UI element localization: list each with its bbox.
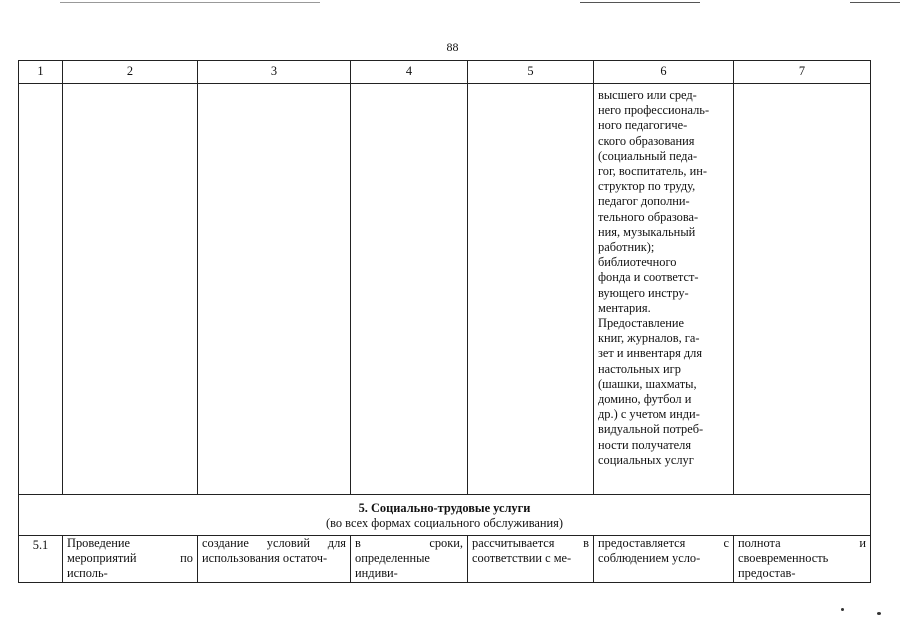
service-quality-cell: полнота и своевременность предостав- bbox=[734, 536, 871, 583]
text-line: фонда и соответст- bbox=[598, 270, 699, 285]
column-number: 3 bbox=[198, 61, 351, 84]
table-row bbox=[19, 536, 871, 583]
text-line: педагог дополни- bbox=[598, 194, 690, 209]
service-cost-cell: рассчитывается в соответствии с ме- bbox=[468, 536, 594, 583]
text-line: вующего инстру- bbox=[598, 285, 689, 300]
scan-speck bbox=[841, 608, 844, 611]
service-content-cell: создание условий для использования остаточ- bbox=[198, 536, 351, 583]
text-line: библиотечного bbox=[598, 255, 677, 270]
text-line: ния, музыкальный bbox=[598, 224, 696, 239]
text-line: работник); bbox=[598, 240, 655, 255]
table-cell bbox=[198, 84, 351, 495]
text-line: ного педагогиче- bbox=[598, 118, 688, 133]
text-line: видуальной потреб- bbox=[598, 422, 704, 437]
continuation-text-cell bbox=[594, 84, 734, 495]
service-term-cell: в сроки, определенные индиви- bbox=[351, 536, 468, 583]
scan-artifact-line bbox=[580, 2, 700, 3]
continuation-row bbox=[19, 84, 871, 495]
table-cell bbox=[351, 84, 468, 495]
service-conditions-cell: предоставляется с соблюдением усло- bbox=[594, 536, 734, 583]
section-header-row bbox=[19, 495, 871, 536]
scan-artifact-line bbox=[850, 2, 900, 3]
text-line: него профессиональ- bbox=[598, 103, 710, 118]
column-number: 4 bbox=[351, 61, 468, 84]
text-line: ментария. bbox=[598, 300, 651, 315]
section-heading-cell bbox=[19, 495, 871, 536]
table-cell bbox=[19, 84, 63, 495]
table-cell bbox=[63, 84, 198, 495]
services-table bbox=[18, 60, 871, 583]
text-line: тельного образова- bbox=[598, 209, 699, 224]
text-line: высшего или сред- bbox=[598, 88, 697, 102]
column-number: 7 bbox=[734, 61, 871, 84]
text-line: ности получателя bbox=[598, 437, 692, 452]
text-line: др.) с учетом инди- bbox=[598, 407, 700, 422]
service-name-cell: Проведение мероприятий по исполь- bbox=[63, 536, 198, 583]
text-line: зет и инвентаря для bbox=[598, 346, 703, 361]
column-number: 6 bbox=[594, 61, 734, 84]
column-number: 2 bbox=[63, 61, 198, 84]
text-line: структор по труду, bbox=[598, 179, 696, 194]
table-cell bbox=[468, 84, 594, 495]
text-line: социальных услуг bbox=[598, 452, 694, 467]
section-subtitle: (во всех формах социального обслуживания) bbox=[326, 516, 563, 530]
row-number: 5.1 bbox=[19, 536, 63, 583]
scan-speck bbox=[877, 612, 881, 615]
column-number: 5 bbox=[468, 61, 594, 84]
text-line: домино, футбол и bbox=[598, 392, 692, 407]
text-line: Предоставление bbox=[598, 316, 684, 331]
text-line: ского образования bbox=[598, 133, 695, 148]
page-number: 88 bbox=[446, 40, 459, 54]
section-title: 5. Социально-трудовые услуги bbox=[358, 501, 531, 515]
column-number: 1 bbox=[19, 61, 63, 84]
scan-artifact-line bbox=[60, 2, 320, 3]
text-line: гог, воспитатель, ин- bbox=[598, 164, 707, 179]
text-line: книг, журналов, га- bbox=[598, 331, 700, 346]
column-number-row bbox=[19, 61, 871, 84]
table-cell bbox=[734, 84, 871, 495]
text-line: настольных игр bbox=[598, 361, 681, 376]
text-line: (шашки, шахматы, bbox=[598, 376, 697, 391]
text-line: (социальный педа- bbox=[598, 148, 698, 163]
